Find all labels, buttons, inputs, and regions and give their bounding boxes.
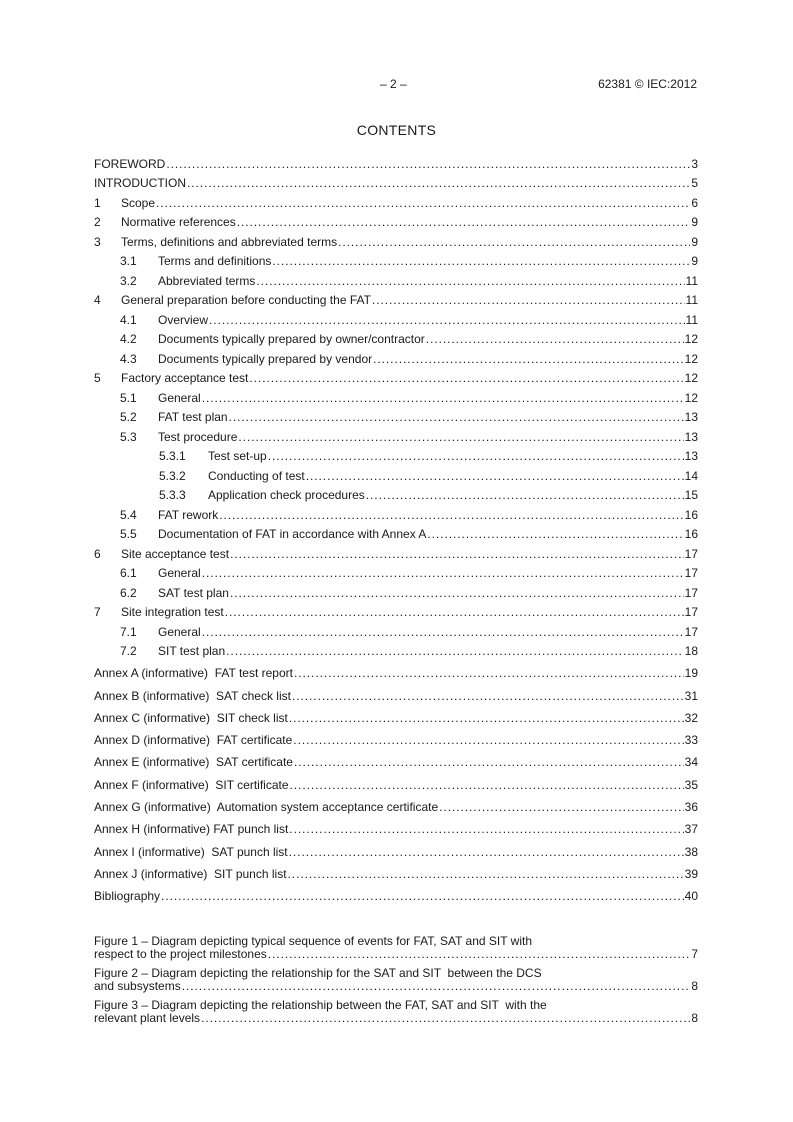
toc-entry-title: Annex F (informative) SIT certificate <box>94 777 289 792</box>
toc-entry-title: Annex G (informative) Automation system acceptance certificate <box>94 800 439 815</box>
toc-entry-title: FAT rework <box>158 507 219 522</box>
dot-leader <box>294 666 684 680</box>
toc-entry-page: 12 <box>684 371 698 385</box>
toc-entry-number: 5.1 <box>120 390 137 405</box>
dot-leader <box>187 176 690 190</box>
toc-entry[interactable] <box>94 210 698 230</box>
figure-caption-line2: respect to the project milestones <box>94 946 267 961</box>
toc-entry-number: 4.1 <box>120 312 137 327</box>
toc-entry-page: 13 <box>684 449 698 463</box>
dot-leader <box>219 508 683 522</box>
toc-entry[interactable] <box>94 151 698 171</box>
toc-entry[interactable] <box>94 346 698 366</box>
toc-entry-title: Test set-up <box>208 449 267 463</box>
toc-entry[interactable] <box>94 881 698 903</box>
dot-leader <box>209 313 685 327</box>
toc-entry-title: FAT test plan <box>158 410 228 424</box>
dot-leader <box>373 352 684 366</box>
toc-entry-number: 3 <box>94 234 101 249</box>
toc-entry[interactable] <box>94 366 698 386</box>
figure-caption-line2: relevant plant levels <box>94 1010 201 1025</box>
toc-entry-title: Annex I (informative) SAT punch list <box>94 844 288 859</box>
toc-entry-page: 13 <box>684 410 698 424</box>
toc-entry-title: Application check procedures <box>208 488 365 502</box>
toc-entry-title: FOREWORD <box>94 156 166 171</box>
toc-entry[interactable] <box>94 619 698 639</box>
toc-entry[interactable] <box>94 561 698 581</box>
toc-entry[interactable] <box>94 747 698 769</box>
toc-entry-number: 5.3.3 <box>159 488 186 502</box>
toc-entry-number: 1 <box>94 195 101 210</box>
dot-leader <box>372 293 685 307</box>
toc-entry-title: General <box>158 566 201 580</box>
toc-entry-page: 18 <box>684 644 698 658</box>
toc-entry-page: 11 <box>685 293 698 307</box>
toc-entry-title: Overview <box>158 312 209 327</box>
figure-entry[interactable] <box>94 999 698 1024</box>
toc-entry-page: 17 <box>684 585 698 600</box>
toc-entry[interactable] <box>94 483 698 503</box>
dot-leader <box>293 733 683 747</box>
dot-leader <box>229 410 684 424</box>
toc-entry-page: 13 <box>684 429 698 444</box>
toc-entry-page: 17 <box>684 566 698 580</box>
toc-entry-page: 35 <box>684 777 698 792</box>
toc-entry[interactable] <box>94 405 698 425</box>
page-number: – 2 – <box>380 77 407 91</box>
dot-leader <box>426 332 684 346</box>
dot-leader <box>230 586 684 600</box>
dot-leader <box>202 625 684 639</box>
toc-entry-page: 15 <box>684 488 698 502</box>
dot-leader <box>292 689 684 703</box>
toc-entry-page: 16 <box>684 527 698 541</box>
toc-entry-title: Site integration test <box>121 605 224 619</box>
dot-leader <box>237 215 691 229</box>
dot-leader <box>202 391 684 405</box>
toc-entry[interactable] <box>94 385 698 405</box>
toc-entry[interactable] <box>94 327 698 347</box>
toc-entry[interactable] <box>94 171 698 191</box>
toc-entry-title: Annex D (informative) FAT certificate <box>94 733 293 748</box>
toc-entry-page: 31 <box>684 688 698 703</box>
toc-entry-page: 36 <box>684 800 698 815</box>
toc-entry-number: 6.1 <box>120 566 137 580</box>
toc-entry-page: 19 <box>684 666 698 681</box>
toc-entry-number: 5 <box>94 371 101 385</box>
dot-leader <box>201 1012 690 1025</box>
toc-entry[interactable] <box>94 229 698 249</box>
toc-entry-page: 12 <box>684 332 698 346</box>
toc-entry-number: 4.3 <box>120 351 137 366</box>
dot-leader <box>249 371 683 385</box>
toc-entry-page: 3 <box>691 156 698 171</box>
dot-leader <box>366 488 684 502</box>
toc-entry-page: 9 <box>691 254 698 268</box>
toc-entry-page: 40 <box>684 889 698 904</box>
toc-entry[interactable] <box>94 249 698 269</box>
toc-entry-title: General preparation before conducting the FAT <box>121 293 371 307</box>
dot-leader <box>439 800 683 814</box>
toc-entry-number: 5.2 <box>120 410 137 424</box>
figure-entry[interactable] <box>94 935 698 960</box>
toc-entry-number: 5.3 <box>120 429 137 444</box>
dot-leader <box>306 469 684 483</box>
toc-entry[interactable] <box>94 190 698 210</box>
dot-leader <box>289 822 683 836</box>
toc-entry-title: Documents typically prepared by vendor <box>158 351 373 366</box>
toc-entry[interactable] <box>94 769 698 791</box>
toc-entry-number: 5.5 <box>120 527 137 541</box>
toc-entry[interactable] <box>94 288 698 308</box>
figure-page: 7 <box>691 946 698 961</box>
dot-leader <box>161 889 684 903</box>
toc-entry-page: 17 <box>684 605 698 619</box>
dot-leader <box>156 196 690 210</box>
toc-entry-title: Abbreviated terms <box>158 273 256 288</box>
dot-leader <box>182 980 691 993</box>
toc-entry[interactable] <box>94 307 698 327</box>
dot-leader <box>226 644 683 658</box>
toc-entry-number: 5.3.1 <box>159 449 186 463</box>
toc-entry-page: 14 <box>684 468 698 483</box>
toc-entry-page: 34 <box>684 755 698 770</box>
dot-leader <box>256 274 684 288</box>
list-of-figures <box>94 935 698 1031</box>
toc-entry[interactable] <box>94 836 698 858</box>
toc-entry[interactable] <box>94 580 698 600</box>
dot-leader <box>289 711 684 725</box>
toc-entry-title: SIT test plan <box>158 644 226 658</box>
toc-entry[interactable] <box>94 725 698 747</box>
dot-leader <box>288 867 684 881</box>
toc-entry-title: Documents typically prepared by owner/contractor <box>158 332 425 346</box>
dot-leader <box>338 235 690 249</box>
toc-entry-title: INTRODUCTION <box>94 176 186 190</box>
toc-entry-number: 4 <box>94 293 101 307</box>
toc-entry-title: Documentation of FAT in accordance with Annex A <box>158 527 427 541</box>
toc-entry[interactable] <box>94 541 698 561</box>
dot-leader <box>272 254 690 268</box>
toc-entry[interactable] <box>94 859 698 881</box>
toc-entry-page: 11 <box>685 273 698 288</box>
toc-entry-title: SAT test plan <box>158 585 229 600</box>
toc-entry[interactable] <box>94 814 698 836</box>
dot-leader <box>268 449 684 463</box>
toc-entry-number: 7 <box>94 605 101 619</box>
dot-leader <box>268 948 691 961</box>
toc-entry[interactable] <box>94 658 698 680</box>
toc-entry-number: 5.3.2 <box>159 468 186 483</box>
toc-entry[interactable] <box>94 703 698 725</box>
toc-entry-page: 12 <box>684 351 698 366</box>
dot-leader <box>166 157 690 171</box>
figure-caption-line1: Figure 1 – Diagram depicting typical sequence of events for FAT, SAT and SIT with <box>94 934 532 948</box>
toc-entry-page: 38 <box>684 844 698 859</box>
toc-entry-number: 4.2 <box>120 332 137 346</box>
figure-entry[interactable] <box>94 967 698 992</box>
toc-entry-page: 33 <box>684 733 698 748</box>
toc-entry-number: 7.1 <box>120 624 137 639</box>
dot-leader <box>202 566 684 580</box>
toc-entry[interactable] <box>94 680 698 702</box>
figure-caption-line1: Figure 2 – Diagram depicting the relationship for the SAT and SIT between the DCS <box>94 966 542 980</box>
toc-entry-page: 12 <box>684 390 698 405</box>
toc-entry-number: 7.2 <box>120 644 137 658</box>
toc-entry[interactable] <box>94 600 698 620</box>
toc-entry-number: 3.2 <box>120 273 137 288</box>
dot-leader <box>290 778 684 792</box>
toc-entry[interactable] <box>94 502 698 522</box>
toc-entry-title: Site acceptance test <box>121 546 230 561</box>
standard-reference: 62381 © IEC:2012 <box>598 77 697 91</box>
toc-entry-number: 2 <box>94 215 101 229</box>
toc-entry-page: 32 <box>684 710 698 725</box>
toc-entry-title: Normative references <box>121 215 236 229</box>
toc-entry-page: 16 <box>684 507 698 522</box>
figure-page: 8 <box>691 978 698 993</box>
toc-entry-number: 5.4 <box>120 507 137 522</box>
toc-entry-title: Annex B (informative) SAT check list <box>94 688 291 703</box>
toc-entry-number: 3.1 <box>120 254 137 268</box>
toc-entry-page: 6 <box>691 195 698 210</box>
figure-caption-line1: Figure 3 – Diagram depicting the relationship between the FAT, SAT and SIT with the <box>94 998 547 1012</box>
toc-entry[interactable] <box>94 424 698 444</box>
toc-entry[interactable] <box>94 463 698 483</box>
figure-caption-line2: and subsystems <box>94 978 181 993</box>
dot-leader <box>289 845 684 859</box>
toc-entry-page: 17 <box>684 624 698 639</box>
toc-entry-page: 9 <box>691 234 698 249</box>
toc-entry-title: Conducting of test <box>208 468 305 483</box>
toc-entry-title: Terms and definitions <box>158 254 272 268</box>
dot-leader <box>427 527 683 541</box>
figure-page: 8 <box>691 1010 698 1025</box>
toc-entry-title: Terms, definitions and abbreviated terms <box>121 234 338 249</box>
toc-entry-title: Annex H (informative) FAT punch list <box>94 822 289 837</box>
toc-entry-title: Annex E (informative) SAT certificate <box>94 755 293 770</box>
toc-entry-number: 6 <box>94 546 101 561</box>
toc-entry-title: Annex J (informative) SIT punch list <box>94 866 287 881</box>
toc-entry-title: Test procedure <box>158 429 238 444</box>
toc-entry-page: 39 <box>684 866 698 881</box>
toc-entry-page: 9 <box>691 215 698 229</box>
toc-entry[interactable] <box>94 268 698 288</box>
toc-entry-title: General <box>158 624 201 639</box>
toc-entry-title: General <box>158 390 201 405</box>
table-of-contents <box>94 151 698 903</box>
toc-entry-title: Annex C (informative) SIT check list <box>94 710 288 725</box>
toc-entry-page: 37 <box>684 822 698 837</box>
dot-leader <box>225 605 684 619</box>
toc-entry[interactable] <box>94 444 698 464</box>
page-title: CONTENTS <box>356 122 437 138</box>
toc-entry-page: 5 <box>691 176 698 190</box>
toc-entry[interactable] <box>94 522 698 542</box>
toc-entry-page: 11 <box>685 312 698 327</box>
dot-leader <box>294 755 684 769</box>
dot-leader <box>238 430 683 444</box>
toc-entry-page: 17 <box>684 546 698 561</box>
toc-entry-title: Scope <box>121 195 156 210</box>
toc-entry-title: Factory acceptance test <box>121 371 249 385</box>
toc-entry-title: Annex A (informative) FAT test report <box>94 666 293 681</box>
toc-entry[interactable] <box>94 792 698 814</box>
toc-entry[interactable] <box>94 639 698 659</box>
dot-leader <box>230 547 684 561</box>
toc-entry-title: Bibliography <box>94 889 161 904</box>
toc-entry-number: 6.2 <box>120 585 137 600</box>
